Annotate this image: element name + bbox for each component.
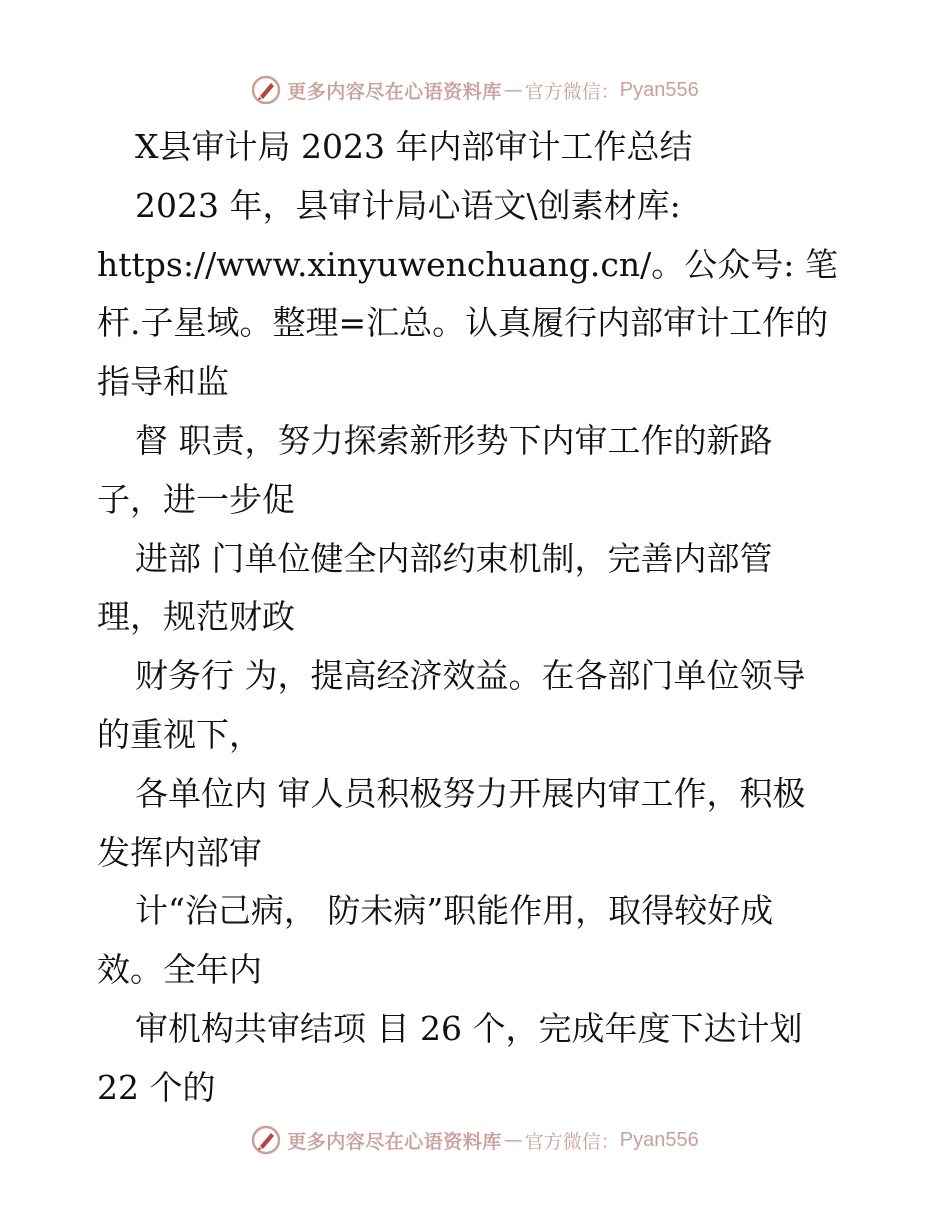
watermark-brand: 更多内容尽在心语资料库 — [287, 1130, 502, 1153]
document-line: 效。全年内 — [97, 950, 262, 990]
document-line: 各单位内 审人员积极努力开展内审工作，积极 — [135, 773, 806, 813]
document-body — [97, 118, 857, 1118]
watermark-brand: 更多内容尽在心语资料库 — [287, 80, 502, 103]
watermark-footer — [0, 1120, 950, 1160]
document-line: 2023 年，县审计局心语文\创素材库: — [135, 185, 681, 225]
document-line: 理，规范财政 — [97, 597, 295, 637]
watermark-header — [0, 70, 950, 110]
document-line: 计“治己病， 防未病”职能作用，取得较好成 — [135, 891, 774, 931]
document-line: 22 个的 — [97, 1067, 216, 1107]
pen-seal-icon — [251, 1125, 281, 1155]
document-line: 子，进一步促 — [97, 479, 295, 519]
document-line: 审机构共审结项 目 26 个，完成年度下达计划 — [135, 1008, 803, 1048]
document-line: 进部 门单位健全内部约束机制，完善内部管 — [135, 538, 773, 578]
pen-seal-icon — [251, 75, 281, 105]
document-line: 的重视下， — [97, 714, 262, 754]
watermark-wechat-id: Pyan556 — [619, 1128, 699, 1151]
watermark-separator: — — [503, 1129, 523, 1151]
document-line: 督 职责，努力探索新形势下内审工作的新路 — [135, 420, 773, 460]
document-line: 指导和监 — [97, 362, 229, 402]
document-line: 杆.子星域。整理=汇总。认真履行内部审计工作的 — [97, 303, 829, 343]
watermark-separator: — — [503, 79, 523, 101]
watermark-wechat-label: 官方微信： — [524, 80, 620, 103]
watermark-wechat-id: Pyan556 — [619, 78, 699, 101]
document-line: 发挥内部审 — [97, 832, 262, 872]
document-line: 财务行 为，提高经济效益。在各部门单位领导 — [135, 656, 806, 696]
document-line: https://www.xinyuwenchuang.cn/。公众号: 笔 — [97, 244, 838, 284]
watermark-wechat-label: 官方微信： — [524, 1130, 620, 1153]
document-title: X县审计局 2023 年内部审计工作总结 — [135, 127, 693, 166]
